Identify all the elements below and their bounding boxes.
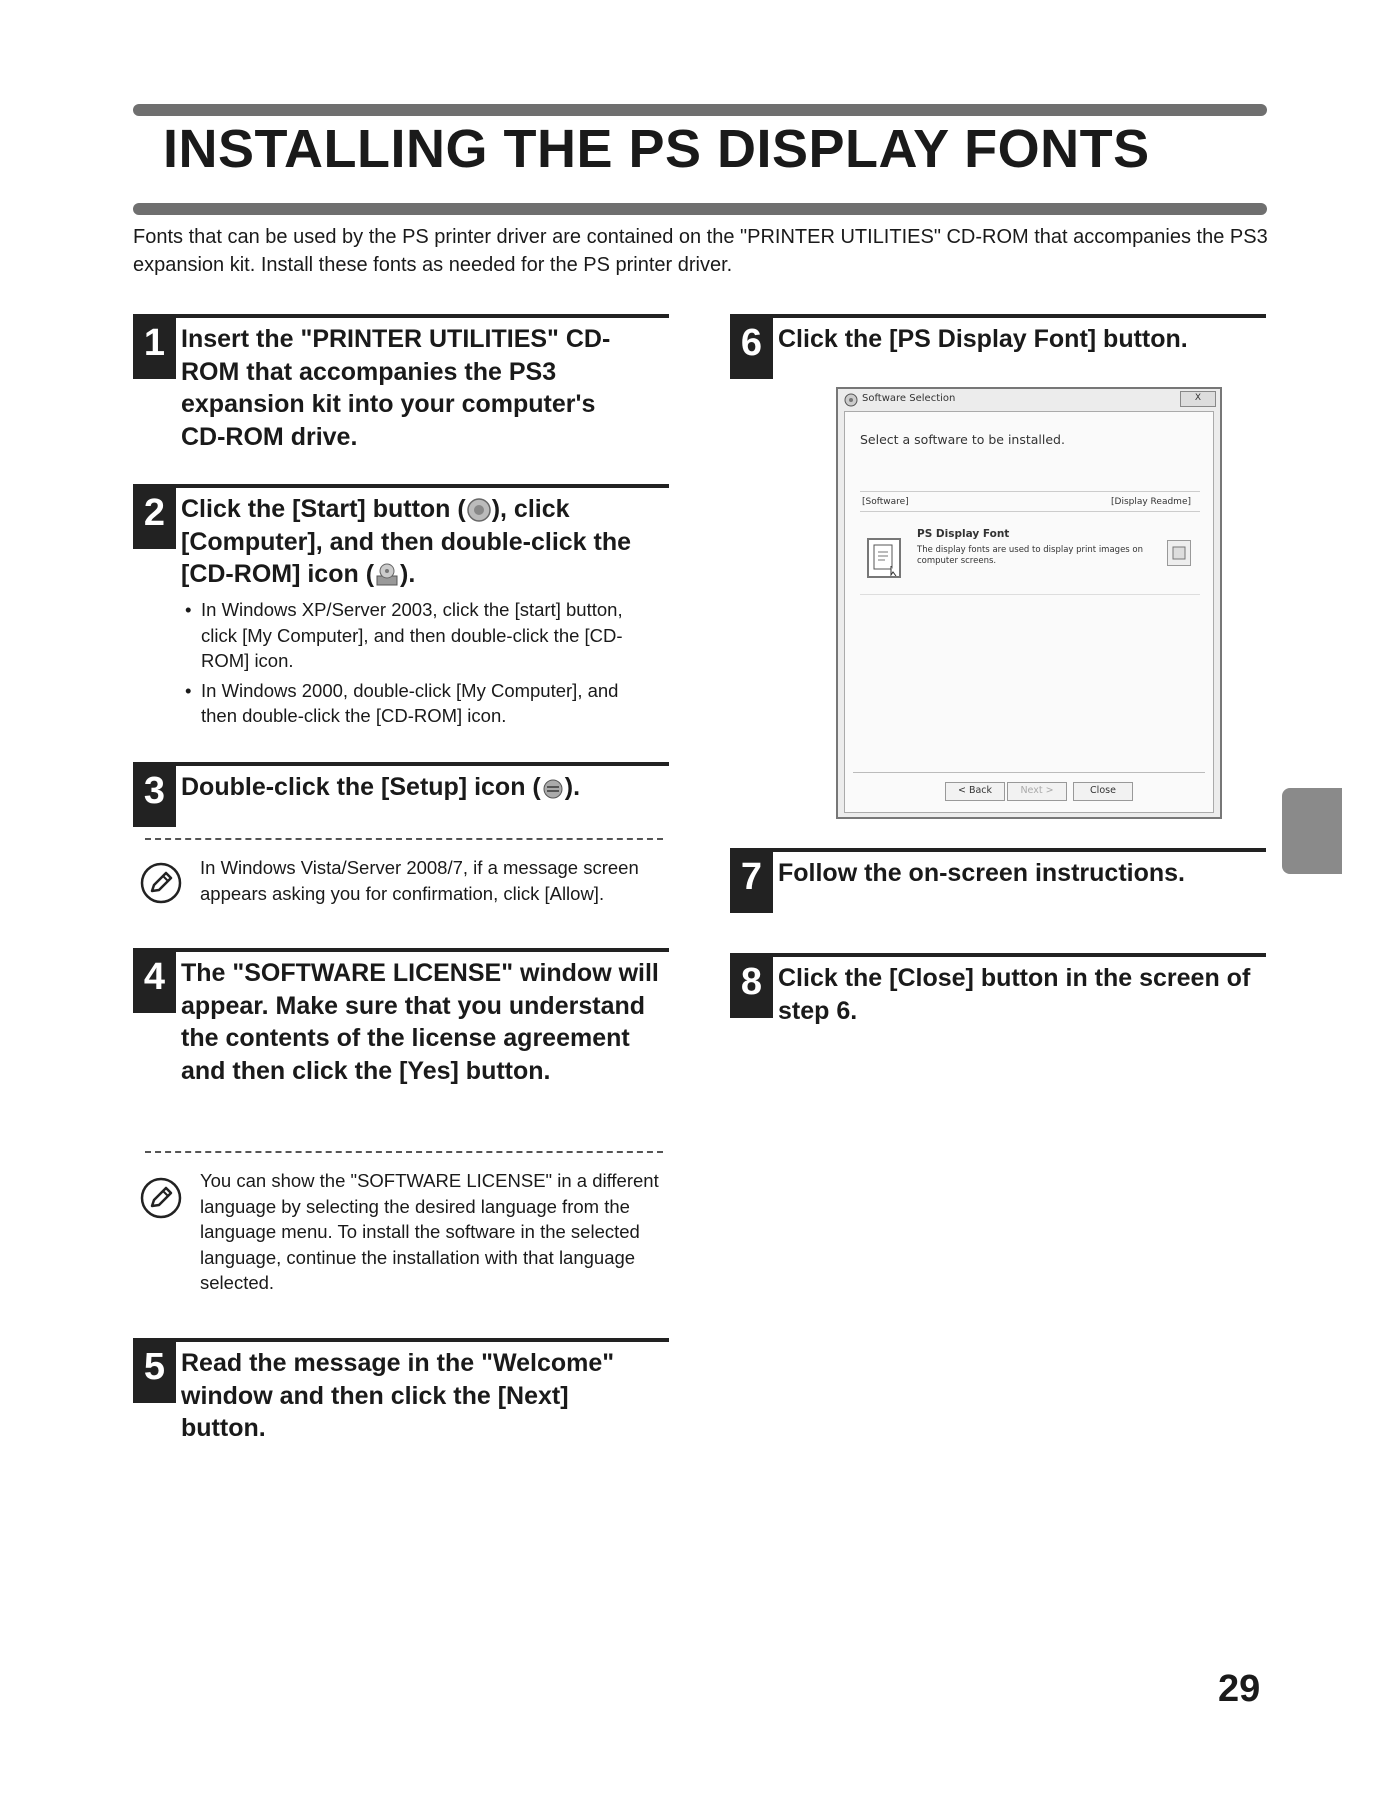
page-number: 29: [1218, 1668, 1261, 1710]
font-document-icon: [869, 540, 899, 576]
step-text: Click the [PS Display Font] button.: [778, 325, 1188, 353]
step-text: [181, 771, 661, 804]
step-bullets: [181, 597, 651, 733]
software-column-header: [Software]: [862, 497, 909, 507]
back-button[interactable]: < Back: [945, 782, 1005, 801]
dialog-prompt: Select a software to be installed.: [860, 432, 1065, 447]
software-item-name: PS Display Font: [917, 528, 1010, 540]
page-title: INSTALLING THE PS DISPLAY FONTS: [163, 119, 1150, 179]
divider: [860, 594, 1200, 595]
note-text: You can show the "SOFTWARE LICENSE" in a different language by selecting the desired language from the language menu. To install the software in the selected language, continue the installation with that language selected.: [200, 1170, 659, 1293]
note-pencil-icon: [140, 1177, 182, 1219]
software-item-description: The display fonts are used to display print images on computer screens.: [917, 545, 1144, 566]
dialog-title: Software Selection: [862, 393, 956, 404]
title-bar-bottom: [133, 203, 1267, 215]
step-text-part: ).: [400, 560, 416, 588]
step-8: [730, 953, 1266, 1037]
step-number: 6: [730, 318, 773, 379]
dialog-body: [844, 411, 1214, 813]
step-number: 2: [133, 488, 176, 549]
readme-icon: [1168, 541, 1190, 565]
divider: [853, 772, 1205, 773]
next-button[interactable]: Next >: [1007, 782, 1067, 801]
dialog-close-button[interactable]: X: [1180, 391, 1216, 407]
close-button[interactable]: Close: [1073, 782, 1133, 801]
note-pencil-icon: [140, 862, 182, 904]
bullet-item: • In Windows XP/Server 2003, click the [start] button, click [My Computer], and then double-click the [CD-ROM] icon.: [181, 597, 651, 674]
software-selection-dialog: [836, 387, 1222, 819]
step-text-part: Double-click the [Setup] icon (: [181, 773, 541, 801]
intro-paragraph: Fonts that can be used by the PS printer driver are contained on the "PRINTER UTILITIES" CD-ROM that accompanies the PS3 expansion kit. Install these fonts as needed for the PS printer driver.: [133, 226, 1268, 276]
step-text: Click the [Close] button in the screen of step 6.: [778, 964, 1251, 1025]
step-3: [133, 762, 669, 828]
step-text: Read the message in the "Welcome" window and then click the [Next] button.: [181, 1349, 615, 1442]
step-5: [133, 1338, 669, 1452]
step-number: 4: [133, 952, 176, 1013]
step-number: 3: [133, 766, 176, 827]
ps-display-font-button[interactable]: [867, 538, 901, 578]
step-text-part: Click the [Start] button (: [181, 495, 466, 523]
dialog-titlebar: [838, 389, 1220, 411]
step-number: 1: [133, 318, 176, 379]
step-number: 5: [133, 1342, 176, 1403]
step-2: [133, 484, 669, 738]
step-text: Insert the "PRINTER UTILITIES" CD-ROM that accompanies the PS3 expansion kit into your computer's CD-ROM drive.: [181, 325, 611, 451]
note-text: In Windows Vista/Server 2008/7, if a message screen appears asking you for confirmation, click [Allow].: [200, 857, 639, 904]
step-text: The "SOFTWARE LICENSE" window will appear. Make sure that you understand the contents of the license agreement and then click the [Yes] button.: [181, 959, 659, 1085]
step-4: [133, 948, 669, 1122]
divider: [860, 491, 1200, 492]
step-6: [730, 314, 1266, 380]
cd-rom-icon: [374, 562, 400, 588]
disc-icon: [844, 393, 858, 407]
step-1: [133, 314, 669, 458]
bullet-item: • In Windows 2000, double-click [My Computer], and then double-click the [CD-ROM] icon.: [181, 678, 651, 729]
divider: [860, 511, 1200, 512]
step-7: [730, 848, 1266, 914]
step-text-part: ).: [564, 773, 581, 801]
display-readme-button[interactable]: [1167, 540, 1191, 566]
step-number: 7: [730, 852, 773, 913]
chapter-tab: [1282, 788, 1342, 874]
step-text-part: ), click [Computer], and then double-click the [CD-ROM] icon (: [181, 495, 632, 588]
start-button-icon: [466, 497, 492, 523]
note-divider: [145, 838, 663, 840]
step-text: Follow the on-screen instructions.: [778, 859, 1185, 887]
step-text: [181, 493, 661, 591]
setup-icon: [541, 777, 565, 801]
title-bar-top: [133, 104, 1267, 116]
step-number: 8: [730, 957, 773, 1018]
note-divider: [145, 1151, 663, 1153]
readme-column-header: [Display Readme]: [1111, 497, 1191, 507]
